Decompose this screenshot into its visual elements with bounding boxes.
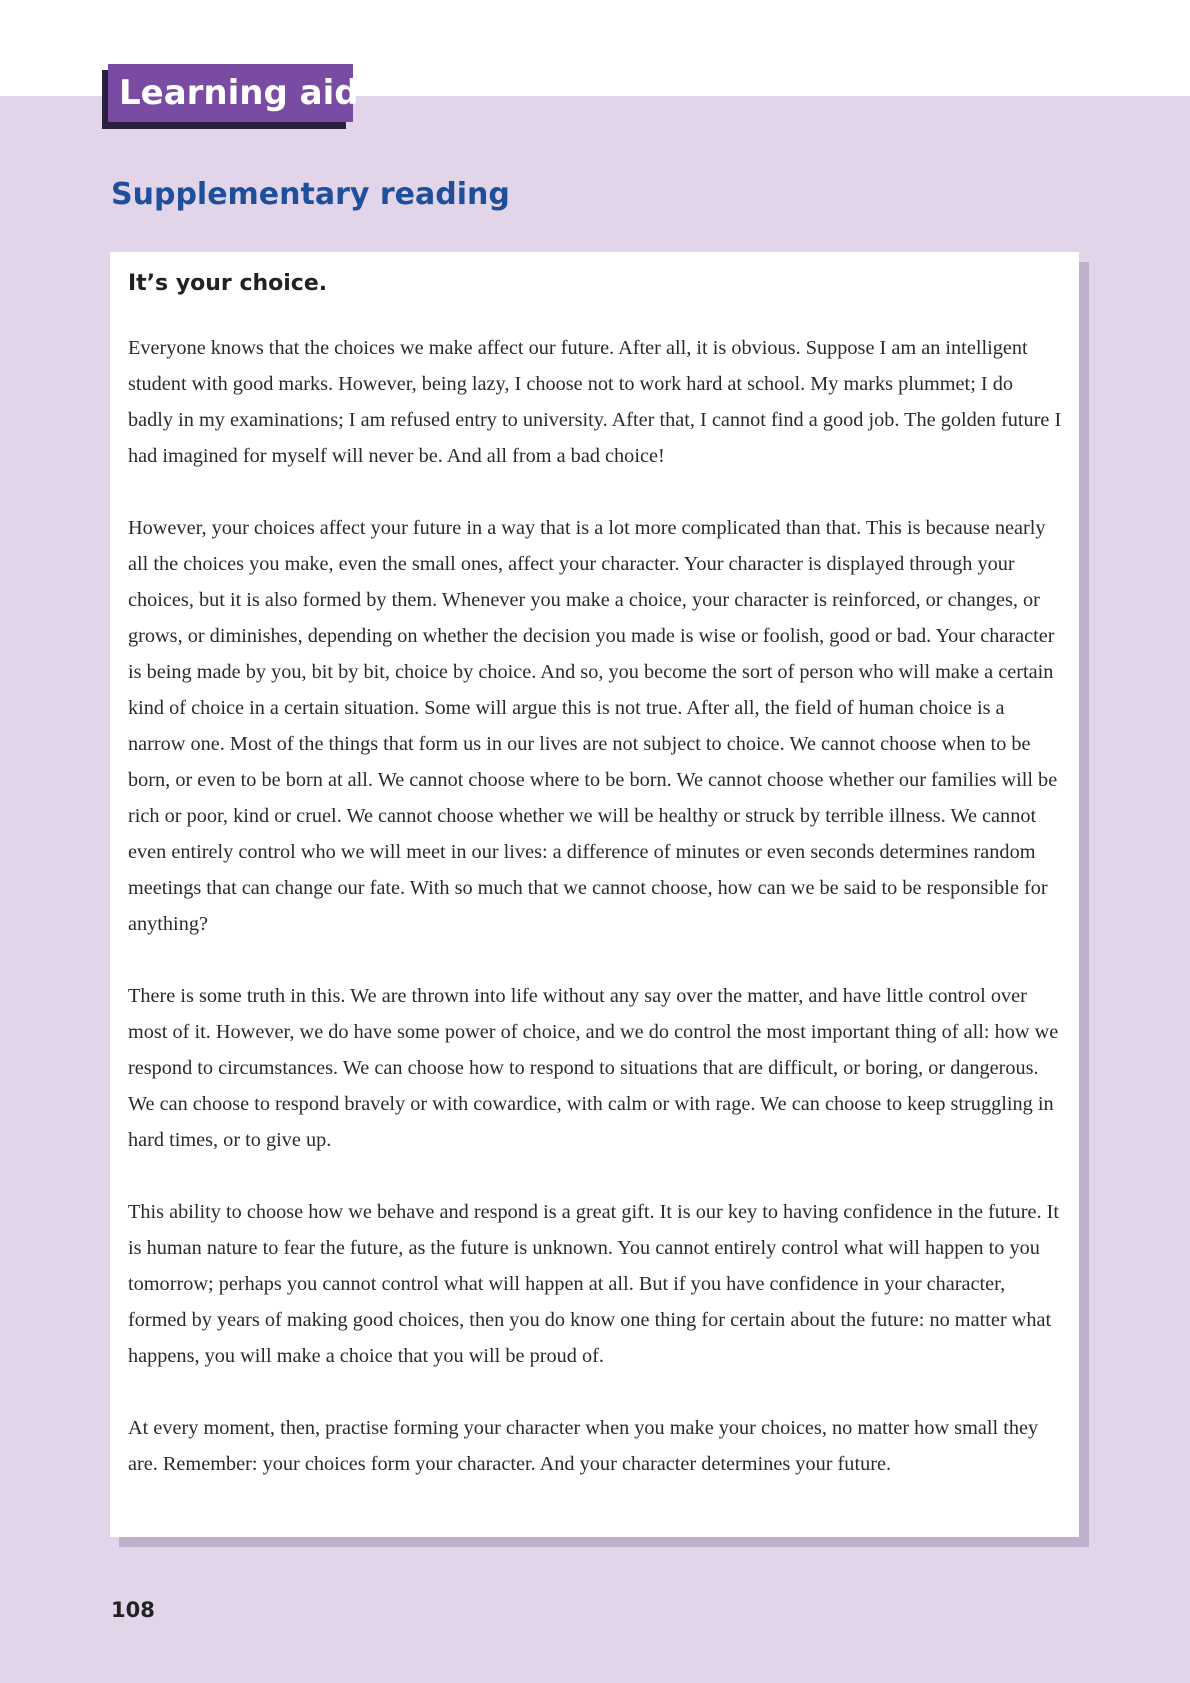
- reading-paragraph: At every moment, then, practise forming your character when you make your choices, no matter how small they are. Remember: your choices form your character. And your character determines your future.: [128, 1417, 1039, 1475]
- page-number: 108: [111, 1598, 155, 1622]
- reading-paragraph: Everyone knows that the choices we make affect our future. After all, it is obvious. Suppose I am an intelligent student with good marks. However, being lazy, I choose not to work hard at school. My marks plummet; I do badly in my examinations; I am refused entry to university. After that, I cannot find a good job. The golden future I had imagined for myself will never be. And all from a bad choice!: [128, 337, 1062, 467]
- reading-title: It’s your choice.: [128, 271, 328, 296]
- reading-paragraph: There is some truth in this. We are thrown into life without any say over the matter, and have little control over most of it. However, we do have some power of choice, and we do control the most important thing of all: how we respond to circumstances. We can choose how to respond to situations that are difficult, or boring, or dangerous. We can choose to respond bravely or with cowardice, with calm or with rage. We can choose to keep struggling in hard times, or to give up.: [128, 985, 1059, 1151]
- section-title: Supplementary reading: [111, 177, 510, 212]
- learning-aid-tag: Learning aid: [108, 64, 353, 122]
- reading-paragraph: However, your choices affect your future in a way that is a lot more complicated than that. This is because nearly all the choices you make, even the small ones, affect your character. Your character is displayed through your choices, but it is also formed by them. Whenever you make a choice, your character is reinforced, or changes, or grows, or diminishes, depending on whether the decision you made is wise or foolish, good or bad. Your character is being made by you, bit by bit, choice by choice. And so, you become the sort of person who will make a certain kind of choice in a certain situation. Some will argue this is not true. After all, the field of human choice is a narrow one. Most of the things that form us in our lives are not subject to choice. We cannot choose when to be born, or even to be born at all. We cannot choose where to be born. We cannot choose whether our families will be rich or poor, kind or cruel. We cannot choose whether we will be healthy or struck by terrible illness. We cannot even entirely control who we will meet in our lives: a difference of minutes or even seconds determines random meetings that can change our fate. With so much that we cannot choose, how can we be said to be responsible for anything?: [128, 517, 1058, 935]
- reading-card: [110, 252, 1079, 1537]
- reading-paragraph: This ability to choose how we behave and respond is a great gift. It is our key to having confidence in the future. It is human nature to fear the future, as the future is unknown. You cannot entirely control what will happen to you tomorrow; perhaps you cannot control what will happen at all. But if you have confidence in your character, formed by years of making good choices, then you do know one thing for certain about the future: no matter what happens, you will make a choice that you will be proud of.: [128, 1201, 1059, 1367]
